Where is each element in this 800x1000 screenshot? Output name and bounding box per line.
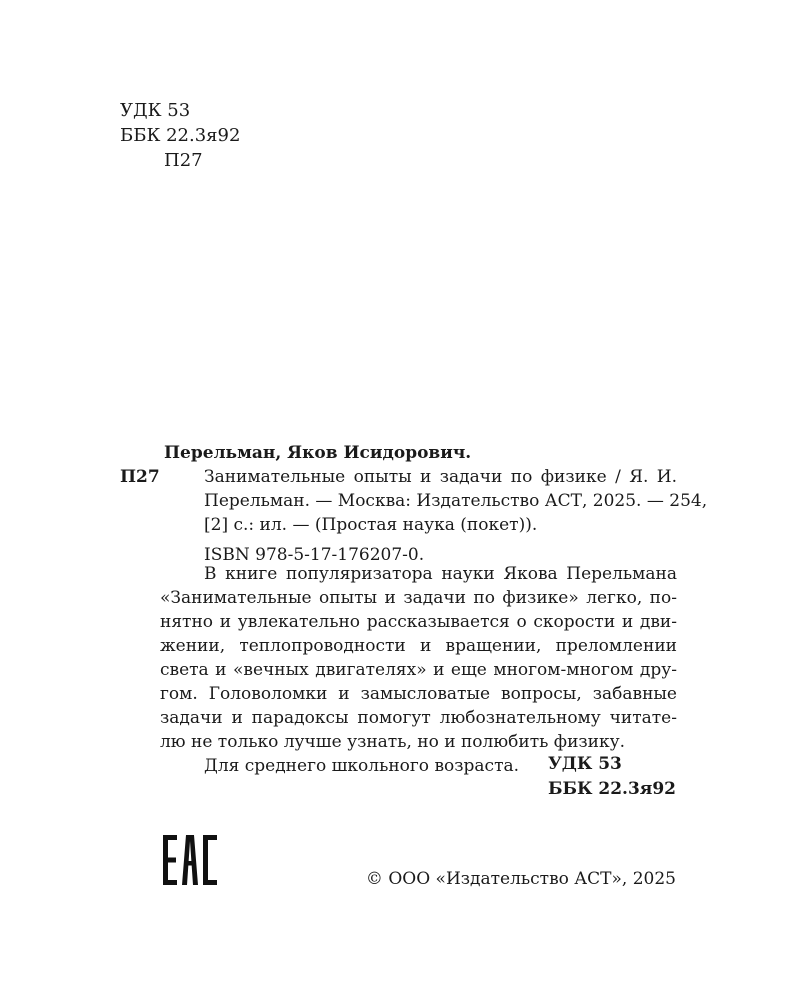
header-bbk-code: ББК 22.3я92 bbox=[120, 125, 241, 146]
reference-line: Занимательные опыты и задачи по физике / Я. И. bbox=[204, 467, 677, 487]
book-annotation bbox=[160, 562, 677, 778]
copyright-notice: © ООО «Издательство АСТ», 2025 bbox=[365, 869, 676, 889]
reference-line: Перельман. — Москва: Издательство АСТ, 2025. — 254, bbox=[204, 491, 708, 511]
entry-author-mark: П27 bbox=[120, 467, 160, 487]
entry-author: Перельман, Яков Исидорович. bbox=[164, 443, 472, 463]
annotation-line: лю не только лучше узнать, но и полюбить физику. bbox=[160, 732, 626, 752]
annotation-line: задачи и парадоксы помогут любознательному читате- bbox=[160, 708, 677, 728]
eac-certification-logo bbox=[163, 835, 217, 885]
header-classification-codes bbox=[120, 98, 240, 173]
bottom-classification-codes bbox=[548, 752, 676, 802]
isbn-number: ISBN 978-5-17-176207-0. bbox=[204, 545, 425, 565]
header-udk-code: УДК 53 bbox=[120, 100, 191, 121]
bottom-bbk-code: ББК 22.3я92 bbox=[547, 779, 676, 799]
annotation-line: света и «вечных двигателях» и еще многом-многом дру- bbox=[160, 660, 677, 680]
audience-note: Для среднего школьного возраста. bbox=[204, 756, 520, 776]
annotation-line: В книге популяризатора науки Якова Перельмана bbox=[204, 564, 677, 584]
annotation-line: нятно и увлекательно рассказывается о скорости и дви- bbox=[160, 612, 677, 632]
bibliographic-reference bbox=[204, 465, 708, 567]
annotation-line: жении, теплопроводности и вращении, преломлении bbox=[160, 636, 677, 656]
eac-logo-marks bbox=[163, 835, 217, 885]
bottom-udk-code: УДК 53 bbox=[547, 754, 622, 774]
reference-line: [2] с.: ил. — (Простая наука (покет)). bbox=[204, 515, 538, 535]
annotation-line: гом. Головоломки и замысловатые вопросы, забавные bbox=[160, 684, 677, 704]
annotation-line: «Занимательные опыты и задачи по физике» легко, по- bbox=[160, 588, 677, 608]
header-author-mark: П27 bbox=[164, 150, 203, 171]
